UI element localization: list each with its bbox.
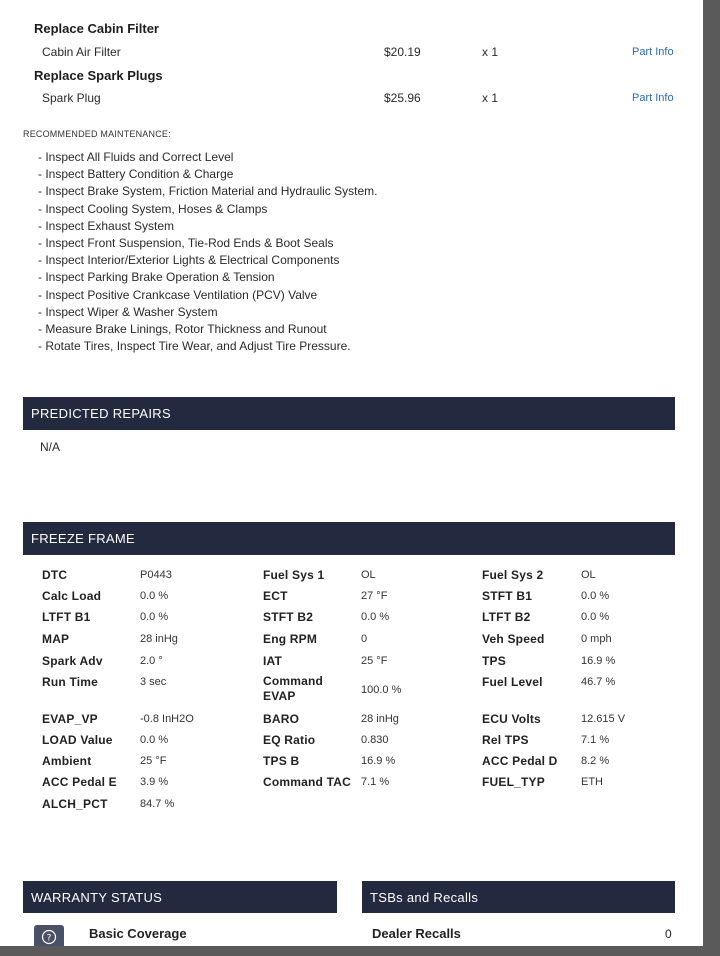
ff-value: 0.830 [361, 734, 389, 746]
list-item: - Inspect Front Suspension, Tie-Rod Ends & Boot Seals [38, 236, 334, 251]
ff-value: 84.7 % [140, 798, 175, 810]
ff-label: LTFT B1 [42, 610, 91, 624]
ff-value: 8.2 % [581, 755, 610, 767]
predicted-repairs-value: N/A [40, 440, 61, 454]
basic-coverage-label: Basic Coverage [89, 926, 187, 941]
help-icon-glyph [41, 929, 57, 945]
ff-value: 0 [361, 633, 368, 645]
part-name: Spark Plug [42, 91, 101, 105]
part-name: Cabin Air Filter [42, 45, 121, 59]
ff-label: EVAP_VP [42, 712, 98, 726]
ff-label: Ambient [42, 754, 92, 768]
list-item: - Inspect Parking Brake Operation & Tension [38, 270, 275, 285]
dealer-recalls-count: 0 [665, 927, 672, 941]
list-item: - Inspect Positive Crankcase Ventilation (PCV) Valve [38, 287, 318, 302]
ff-value: 0.0 % [140, 611, 169, 623]
ff-label: DTC [42, 568, 68, 582]
ff-label: LTFT B2 [482, 610, 531, 624]
ff-label: LOAD Value [42, 733, 113, 747]
part-price: $25.96 [384, 91, 421, 105]
ff-label: Fuel Sys 2 [482, 568, 544, 582]
recommended-maintenance-heading: RECOMMENDED MAINTENANCE: [23, 129, 171, 139]
ff-label: TPS B [263, 754, 300, 768]
help-icon[interactable] [34, 925, 64, 946]
ff-label: ACC Pedal D [482, 754, 558, 768]
ff-label: ALCH_PCT [42, 797, 108, 811]
ff-value: ETH [581, 776, 603, 788]
ff-label: STFT B1 [482, 589, 533, 603]
freeze-frame-header: FREEZE FRAME [23, 522, 675, 555]
part-quantity: x 1 [482, 91, 499, 105]
list-item: - Inspect Interior/Exterior Lights & Electrical Components [38, 253, 340, 268]
ff-value: 0.0 % [140, 734, 169, 746]
ff-label: Run Time [42, 675, 99, 689]
ff-value: 25 °F [361, 655, 388, 667]
ff-value: 25 °F [140, 755, 167, 767]
warranty-status-header: WARRANTY STATUS [23, 881, 337, 913]
ff-label: ECT [263, 589, 288, 603]
part-price: $20.19 [384, 45, 421, 59]
ff-value: 7.1 % [581, 734, 610, 746]
part-info-link[interactable]: Part Info [632, 92, 674, 104]
ff-value: OL [581, 569, 596, 581]
list-item: - Inspect Cooling System, Hoses & Clamps [38, 201, 268, 216]
ff-label: Calc Load [42, 589, 102, 603]
ff-value: 0.0 % [581, 611, 610, 623]
ff-label: IAT [263, 654, 283, 668]
ff-label: STFT B2 [263, 610, 314, 624]
ff-value: 0.0 % [581, 590, 610, 602]
ff-label: BARO [263, 712, 300, 726]
ff-value: 3.9 % [140, 776, 169, 788]
ff-value: -0.8 InH2O [140, 713, 194, 725]
tsb-recalls-header: TSBs and Recalls [362, 881, 675, 913]
ff-label: Spark Adv [42, 654, 103, 668]
ff-label: TPS [482, 654, 506, 668]
ff-value: 28 inHg [361, 713, 399, 725]
ff-label: Command EVAP [263, 674, 324, 703]
dealer-recalls-label: Dealer Recalls [372, 926, 461, 941]
ff-label: MAP [42, 632, 70, 646]
ff-value: P0443 [140, 569, 172, 581]
ff-label: FUEL_TYP [482, 775, 545, 789]
ff-label: Veh Speed [482, 632, 545, 646]
list-item: - Measure Brake Linings, Rotor Thickness and Runout [38, 322, 327, 337]
ff-value: 16.9 % [581, 655, 616, 667]
svg-text:?: ? [46, 933, 52, 944]
ff-label: ECU Volts [482, 712, 541, 726]
ff-value: 27 °F [361, 590, 388, 602]
list-item: - Inspect Battery Condition & Charge [38, 167, 234, 182]
ff-value: 0.0 % [361, 611, 390, 623]
service-title: Replace Cabin Filter [34, 21, 159, 36]
ff-value: 0 mph [581, 633, 612, 645]
predicted-repairs-header: PREDICTED REPAIRS [23, 397, 675, 430]
ff-label: ACC Pedal E [42, 775, 117, 789]
ff-value: 7.1 % [361, 776, 390, 788]
ff-label: Fuel Level [482, 675, 543, 689]
list-item: - Inspect All Fluids and Correct Level [38, 150, 234, 164]
service-title: Replace Spark Plugs [34, 68, 163, 83]
ff-value: 12.615 V [581, 713, 626, 725]
ff-label: Eng RPM [263, 632, 318, 646]
ff-value: 28 inHg [140, 633, 178, 645]
list-item: - Inspect Wiper & Washer System [38, 304, 218, 319]
ff-value: 16.9 % [361, 755, 396, 767]
recommended-maintenance-list [38, 149, 377, 355]
ff-value: 2.0 ° [140, 655, 163, 667]
ff-value: 0.0 % [140, 590, 169, 602]
ff-value: 100.0 % [361, 684, 402, 696]
ff-label: Fuel Sys 1 [263, 568, 325, 582]
ff-label: Rel TPS [482, 733, 529, 747]
list-item: - Rotate Tires, Inspect Tire Wear, and Adjust Tire Pressure. [38, 339, 351, 354]
list-item: - Inspect Exhaust System [38, 218, 175, 233]
part-info-link[interactable]: Part Info [632, 46, 674, 58]
ff-value: 3 sec [140, 676, 167, 688]
list-item: - Inspect Brake System, Friction Material and Hydraulic System. [38, 184, 378, 199]
ff-value: 46.7 % [581, 676, 616, 688]
part-quantity: x 1 [482, 45, 499, 59]
ff-value: OL [361, 569, 376, 581]
ff-label: Command TAC [263, 775, 351, 789]
ff-label: EQ Ratio [263, 733, 316, 747]
